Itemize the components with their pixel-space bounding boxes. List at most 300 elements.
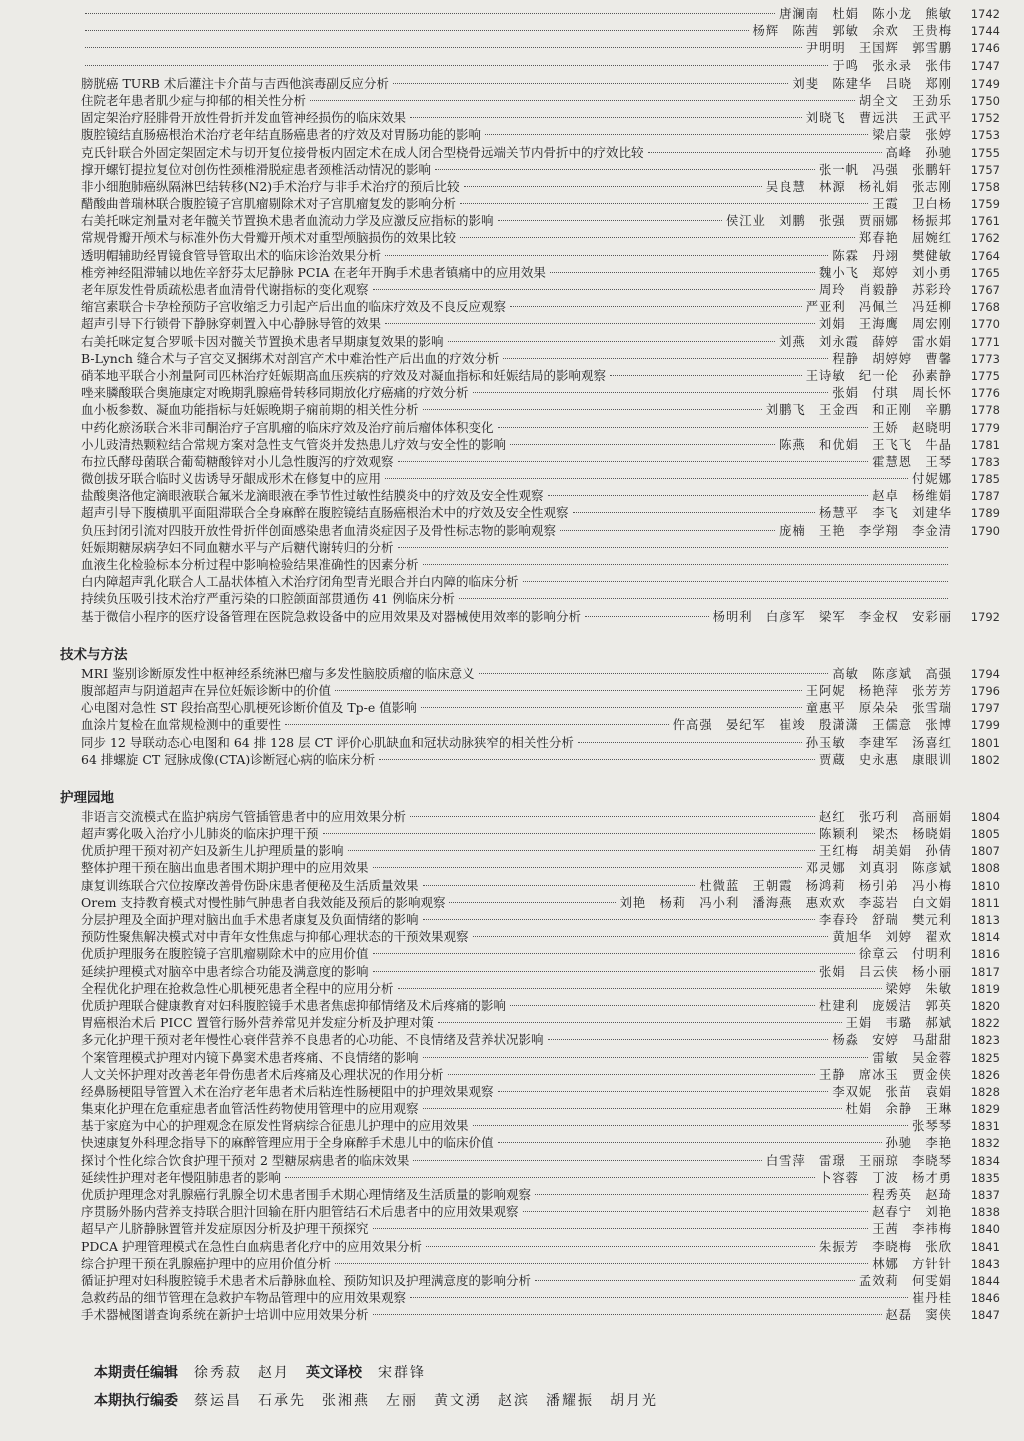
page-number: 1785: [970, 472, 1000, 487]
article-authors: 霍慧恩 王琴: [872, 454, 952, 469]
article-authors: 杜娟 余静 王琳: [845, 1102, 952, 1117]
article-title: 循证护理对妇科腹腔镜手术患者术后静脉血栓、预防知识及护理满意度的影响分析: [81, 1272, 532, 1288]
toc-entry[interactable]: [60, 539, 1000, 556]
exec-name: 潘耀振: [546, 1393, 594, 1409]
leader-dots: [510, 1005, 815, 1006]
leader-dots: [578, 742, 802, 743]
leader-dots: [398, 988, 882, 989]
article-title: 快速康复外科理念指导下的麻醉管理应用于全身麻醉手术患儿中的临床价值: [81, 1135, 494, 1151]
toc-entry[interactable]: [60, 1066, 1000, 1083]
toc-entry[interactable]: [60, 734, 1000, 751]
article-title: 右美托咪定复合罗哌卡因对髋关节置换术患者早期康复效果的影响: [81, 333, 444, 349]
leader-dots: [421, 707, 802, 708]
page-number: 1807: [970, 844, 1000, 859]
page-number: 1826: [970, 1067, 1000, 1082]
section-heading: 技术与方法: [60, 646, 128, 663]
leader-dots: [498, 1091, 829, 1092]
page-number: 1792: [970, 609, 1000, 624]
toc-entry[interactable]: [60, 315, 1000, 332]
article-authors: 胡全文 王劲乐: [858, 93, 952, 108]
article-authors: 朱振芳 李晓梅 张欣: [819, 1239, 952, 1254]
toc-entry[interactable]: [60, 573, 1000, 590]
article-title: 透明帽辅助经胃镜食管导管取出术的临床诊治效果分析: [81, 247, 382, 263]
toc-entry[interactable]: [60, 212, 1000, 229]
page-number: 1813: [970, 913, 1000, 927]
section-gap: [60, 625, 1000, 639]
page-number: 1834: [970, 1153, 1000, 1168]
leader-dots: [460, 203, 868, 204]
page-number: 1835: [970, 1170, 1000, 1185]
toc-entry[interactable]: [60, 1169, 1000, 1186]
leader-dots: [385, 255, 828, 256]
page-number: 1764: [970, 248, 1000, 263]
page-number: 1819: [970, 981, 1000, 996]
proof-label: 英文译校: [306, 1365, 362, 1381]
article-title: 延续护理模式对脑卒中患者综合功能及满意度的影响: [81, 963, 369, 979]
article-authors: 王阿妮 杨艳萍 张芳芳: [805, 683, 952, 698]
toc-entry[interactable]: [60, 92, 1000, 109]
page-number: 1776: [970, 386, 1000, 401]
toc-entry[interactable]: [60, 928, 1000, 945]
article-authors: 王娇 赵晓明: [872, 420, 952, 435]
article-authors: 付妮娜: [912, 472, 952, 487]
toc-entry[interactable]: [60, 487, 1000, 504]
exec-name: 赵滨: [498, 1393, 530, 1409]
page-number: 1753: [970, 128, 1000, 143]
page-number: 1822: [970, 1016, 1000, 1031]
toc-entry[interactable]: [60, 1289, 1000, 1306]
article-title: 人文关怀护理对改善老年骨伤患者术后疼痛及心理状况的作用分析: [81, 1066, 444, 1082]
article-title: 基于微信小程序的医疗设备管理在医院急救设备中的应用效果及对器械使用效率的影响分析: [81, 608, 582, 624]
toc-entry[interactable]: [60, 590, 1000, 607]
leader-dots: [548, 1039, 829, 1040]
article-title: 多元化护理干预对老年慢性心衰伴营养不良患者的心功能、不良情绪及营养状况影响: [81, 1032, 544, 1048]
toc-entry[interactable]: [60, 109, 1000, 126]
article-authors: 刘燕 刘永霞 薛婷 雷水娟: [779, 334, 952, 349]
leader-dots: [498, 427, 869, 428]
page-number: 1781: [970, 437, 1000, 452]
page-number: 1773: [970, 351, 1000, 366]
section-gap: [60, 768, 1000, 782]
article-authors: 于鸣 张永录 张伟: [832, 58, 952, 73]
page-number: 1817: [970, 964, 1000, 979]
page-number: 1844: [970, 1273, 1000, 1288]
page-number: 1831: [970, 1119, 1000, 1134]
article-title: MRI 鉴别诊断原发性中枢神经系统淋巴瘤与多发性脑胶质瘤的临床意义: [81, 665, 475, 681]
exec-name: 蔡运昌: [194, 1393, 242, 1409]
toc-entry[interactable]: [60, 6, 1000, 23]
page-number: 1755: [970, 145, 1000, 160]
leader-dots: [498, 220, 722, 221]
article-authors: 张娟 付琪 周长怀: [832, 386, 952, 401]
toc-entry[interactable]: [60, 58, 1000, 75]
page-number: 1823: [970, 1033, 1000, 1048]
page-number: 1847: [970, 1308, 1000, 1323]
leader-dots: [464, 186, 762, 187]
leader-dots: [379, 759, 815, 760]
leader-dots: [523, 1211, 869, 1212]
toc-entry[interactable]: [60, 23, 1000, 40]
leader-dots: [85, 47, 802, 48]
toc-entry[interactable]: [60, 1152, 1000, 1169]
leader-dots: [310, 100, 855, 101]
article-title: 妊娠期糖尿病孕妇不同血糖水平与产后糖代谢转归的分析: [81, 539, 394, 555]
leader-dots: [423, 1108, 842, 1109]
toc-entry[interactable]: [60, 608, 1000, 625]
page-number: 1750: [970, 93, 1000, 108]
leader-dots: [373, 289, 816, 290]
toc-entry[interactable]: [60, 350, 1000, 367]
page-number: 1825: [970, 1050, 1000, 1065]
toc-entry[interactable]: [60, 333, 1000, 350]
article-title: 预防性聚焦解决模式对中青年女性焦虑与抑郁心理状态的干预效果观察: [81, 929, 469, 945]
toc-entry[interactable]: [60, 1100, 1000, 1117]
page-number: 1757: [970, 162, 1000, 177]
toc-entry[interactable]: [60, 877, 1000, 894]
article-title: 经鼻肠梗阻导管置入术在治疗老年患者术后粘连性肠梗阻中的护理效果观察: [81, 1083, 494, 1099]
toc-entry[interactable]: [60, 161, 1000, 178]
toc-entry[interactable]: [60, 1220, 1000, 1237]
article-title: 序贯肠外肠内营养支持联合胆汁回输在肝内胆管结石术后患者中的应用效果观察: [81, 1204, 519, 1220]
page-number: 1810: [970, 878, 1000, 893]
page-number: 1761: [970, 214, 1000, 229]
toc-entry[interactable]: [60, 229, 1000, 246]
article-title: 分层护理及全面护理对脑出血手术患者康复及负面情绪的影响: [81, 912, 419, 927]
article-authors: 卜容蓉 丁波 杨才勇: [819, 1170, 952, 1185]
article-title: 腹部超声与阴道超声在异位妊娠诊断中的价值: [81, 682, 332, 698]
article-authors: 陈颖利 梁杰 杨晓娟: [819, 827, 952, 842]
toc-entry[interactable]: [60, 1272, 1000, 1289]
leader-dots: [410, 117, 802, 118]
article-title: 同步 12 导联动态心电图和 64 排 128 层 CT 评价心肌缺血和冠状动脉狭窄的相关性分析: [81, 734, 574, 750]
leader-dots: [449, 902, 615, 903]
article-authors: 侯江业 刘鹏 张强 贾丽娜 杨振邦: [725, 214, 952, 229]
article-title: 右美托咪定剂量对老年髋关节置换术患者血流动力学及应激反应指标的影响: [81, 213, 494, 229]
article-authors: 童惠平 原朵朵 张雪瑞: [805, 701, 952, 716]
article-authors: 严亚利 冯佩兰 冯廷柳: [805, 300, 952, 315]
toc-entry[interactable]: [60, 1203, 1000, 1220]
table-of-contents: [60, 6, 1000, 1324]
page-number: 1752: [970, 111, 1000, 126]
page-number: 1778: [970, 403, 1000, 418]
leader-dots: [426, 1246, 815, 1247]
editor-row: [94, 1359, 954, 1387]
article-title: 综合护理干预在乳腺癌护理中的应用价值分析: [81, 1255, 332, 1271]
article-authors: 邓灵娜 刘真羽 陈彦斌: [805, 861, 952, 876]
toc-entry[interactable]: [60, 1238, 1000, 1255]
leader-dots: [473, 392, 829, 393]
page-number: 1832: [970, 1136, 1000, 1151]
page-number: 1779: [970, 420, 1000, 435]
toc-entry[interactable]: [60, 298, 1000, 315]
leader-dots: [398, 547, 948, 548]
toc-entry[interactable]: [60, 178, 1000, 195]
leader-dots: [85, 30, 749, 31]
article-authors: 高敏 陈彦斌 高强: [832, 666, 952, 681]
toc-entry[interactable]: [60, 522, 1000, 539]
leader-dots: [479, 673, 829, 674]
toc-entry[interactable]: [60, 751, 1000, 768]
leader-dots: [423, 564, 948, 565]
toc-entry[interactable]: [60, 401, 1000, 418]
toc-entry[interactable]: [60, 911, 1000, 928]
toc-entry[interactable]: [60, 75, 1000, 92]
article-authors: 王静 席冰玉 贾金侠: [819, 1067, 952, 1082]
leader-dots: [373, 867, 802, 868]
article-authors: 魏小飞 郑婷 刘小勇: [819, 265, 952, 280]
editorial-staff: [94, 1359, 954, 1415]
toc-entry[interactable]: [60, 842, 1000, 859]
exec-label: 本期执行编委: [94, 1393, 178, 1409]
article-title: 优质护理服务在腹腔镜子宫肌瘤剔除术中的应用价值: [81, 946, 369, 962]
article-authors: 赵红 张巧利 高丽娟: [819, 809, 952, 824]
leader-dots: [459, 598, 948, 599]
toc-entry[interactable]: [60, 556, 1000, 573]
toc-entry[interactable]: [60, 367, 1000, 384]
article-authors: 王娟 韦璐 郝斌: [845, 1016, 952, 1031]
page-number: 1742: [970, 7, 1000, 21]
article-authors: 梁婷 朱敏: [885, 981, 952, 996]
article-title: B-Lynch 缝合术与子宫交叉捆绑术对剖宫产术中难治性产后出血的疗效分析: [81, 350, 500, 366]
leader-dots: [485, 134, 868, 135]
article-authors: 杨明利 白彦军 梁军 李金权 安彩丽: [712, 609, 952, 624]
toc-entry[interactable]: [60, 716, 1000, 733]
toc-entry[interactable]: [60, 504, 1000, 521]
page-number: 1789: [970, 506, 1000, 521]
article-authors: 吴良慧 林源 杨礼娟 张志刚: [765, 179, 952, 194]
page-number: 1840: [970, 1222, 1000, 1237]
toc-entry[interactable]: [60, 40, 1000, 57]
article-title: 微创拔牙联合临时义齿诱导牙龈成形术在修复中的应用: [81, 471, 382, 487]
editor-names: 徐秀菽 赵月: [194, 1365, 290, 1381]
article-authors: 赵春宁 刘艳: [872, 1205, 952, 1220]
article-title: 超早产儿脐静脉置管并发症原因分析及护理干预探究: [81, 1221, 369, 1237]
article-authors: 林娜 方针针: [872, 1256, 952, 1271]
page-number: 1747: [970, 58, 1000, 73]
toc-entry[interactable]: [60, 247, 1000, 264]
leader-dots: [373, 971, 816, 972]
toc-entry[interactable]: [60, 997, 1000, 1014]
page-number: 1820: [970, 998, 1000, 1013]
leader-dots: [285, 724, 669, 725]
toc-entry[interactable]: [60, 1117, 1000, 1134]
toc-entry[interactable]: [60, 894, 1000, 911]
page-number: 1816: [970, 947, 1000, 962]
article-title: 血小板参数、凝血功能指标与妊娠晚期子痫前期的相关性分析: [81, 402, 419, 418]
leader-dots: [423, 409, 762, 410]
editor-label: 本期责任编辑: [94, 1365, 178, 1381]
toc-entry[interactable]: [60, 1049, 1000, 1066]
page-number: 1799: [970, 718, 1000, 733]
article-authors: 庞楠 王艳 李学翔 李金清: [779, 523, 952, 538]
article-authors: 尹明明 王国辉 郭雪鹏: [805, 41, 952, 56]
article-authors: 张一帆 冯强 张鹏轩: [819, 162, 952, 177]
exec-row: [94, 1387, 954, 1415]
toc-entry[interactable]: [60, 1083, 1000, 1100]
leader-dots: [460, 237, 855, 238]
article-authors: 唐澜南 杜娟 陈小龙 熊敏: [779, 7, 952, 21]
article-authors: 周玲 肖毅静 苏彩玲: [819, 283, 952, 297]
article-title: 白内障超声乳化联合人工晶状体植入术治疗闭角型青光眼合并白内障的临床分析: [81, 574, 519, 590]
exec-name: 左丽: [386, 1393, 418, 1409]
toc-entry[interactable]: [60, 963, 1000, 980]
article-authors: 仵高强 晏纪军 崔竣 殷潇潇 王儒意 张博: [672, 718, 952, 733]
leader-dots: [438, 1022, 842, 1023]
page-number: 1759: [970, 197, 1000, 212]
exec-name: 张湘燕: [322, 1393, 370, 1409]
article-authors: 孙驰 李艳: [885, 1136, 952, 1151]
leader-dots: [348, 850, 816, 851]
toc-entry[interactable]: [60, 453, 1000, 470]
toc-entry[interactable]: [60, 980, 1000, 997]
article-authors: 黄旭华 刘婷 翟欢: [832, 930, 952, 945]
article-title: 小儿豉清热颗粒结合常规方案对急性支气管炎并发热患儿疗效与安全性的影响: [81, 436, 507, 452]
leader-dots: [285, 1177, 815, 1178]
article-title: 住院老年患者肌少症与抑郁的相关性分析: [81, 92, 307, 108]
article-title: 64 排螺旋 CT 冠脉成像(CTA)诊断冠心病的临床分析: [81, 751, 376, 767]
toc-entry[interactable]: [60, 825, 1000, 842]
toc-entry[interactable]: [60, 281, 1000, 298]
leader-dots: [373, 1314, 882, 1315]
leader-dots: [413, 1160, 761, 1161]
page-number: 1828: [970, 1084, 1000, 1099]
toc-entry[interactable]: [60, 1255, 1000, 1272]
article-authors: 刘娟 王海鹰 周宏刚: [819, 317, 952, 332]
toc-entry[interactable]: [60, 1306, 1000, 1323]
toc-entry[interactable]: [60, 1134, 1000, 1151]
page-number: 1746: [970, 41, 1000, 56]
article-authors: 张娟 吕云侠 杨小丽: [819, 964, 952, 979]
page-number: 1770: [970, 317, 1000, 332]
article-title: 非语言交流模式在监护病房气管插管患者中的应用效果分析: [81, 808, 407, 824]
toc-entry[interactable]: [60, 436, 1000, 453]
article-title: 个案管理模式护理对内镜下鼻窦术患者疼痛、不良情绪的影响: [81, 1049, 419, 1065]
toc-entry[interactable]: [60, 1031, 1000, 1048]
page-number: 1804: [970, 809, 1000, 824]
leader-dots: [85, 65, 828, 66]
article-title: 醋酸曲普瑞林联合腹腔镜子宫肌瘤剔除术对子宫肌瘤复发的影响分析: [81, 196, 457, 212]
toc-entry[interactable]: [60, 144, 1000, 161]
page-number: 1846: [970, 1291, 1000, 1306]
leader-dots: [510, 444, 775, 445]
leader-dots: [335, 1263, 868, 1264]
leader-dots: [510, 306, 802, 307]
article-authors: 陈燕 和优娟 王飞飞 牛晶: [779, 437, 952, 452]
section-heading: 护理园地: [60, 789, 114, 806]
article-authors: 雷敏 吴金蓉: [872, 1050, 952, 1065]
article-title: 探讨个性化综合饮食护理干预对 2 型糖尿病患者的临床效果: [81, 1152, 410, 1168]
article-title: 基于家庭为中心的护理观念在原发性肾病综合征患儿护理中的应用效果: [81, 1118, 469, 1134]
article-authors: 崔丹桂: [912, 1291, 952, 1306]
article-title: 负压封闭引流对四肢开放性骨折伴创面感染患者血清炎症因子及骨性标志物的影响观察: [81, 522, 557, 538]
article-title: 延续性护理对老年慢阻肺患者的影响: [81, 1169, 282, 1185]
page-number: 1744: [970, 24, 1000, 39]
toc-entry[interactable]: [60, 1186, 1000, 1203]
leader-dots: [473, 936, 829, 937]
article-title: 康复训练联合穴位按摩改善骨伤卧床患者便秘及生活质量效果: [81, 877, 419, 893]
article-title: 全程优化护理在抢救急性心肌梗死患者全程中的应用分析: [81, 980, 394, 996]
page-number: 1801: [970, 735, 1000, 750]
leader-dots: [548, 495, 869, 496]
article-title: 急救药品的细节管理在急救护车物品管理中的应用效果观察: [81, 1290, 407, 1306]
toc-entry[interactable]: [60, 945, 1000, 962]
page-number: 1749: [970, 76, 1000, 91]
leader-dots: [385, 323, 815, 324]
leader-dots: [323, 833, 816, 834]
article-authors: 刘晓飞 曹远洪 王武平: [805, 111, 952, 126]
toc-entry[interactable]: [60, 1014, 1000, 1031]
article-authors: 张琴琴: [912, 1119, 952, 1134]
article-authors: 王诗敏 纪一伦 孙素静: [805, 368, 952, 383]
leader-dots: [503, 358, 828, 359]
toc-entry[interactable]: [60, 384, 1000, 401]
exec-name: 石承先: [258, 1393, 306, 1409]
toc-entry[interactable]: [60, 682, 1000, 699]
toc-entry[interactable]: [60, 264, 1000, 281]
article-authors: 李双妮 张苗 袁娟: [832, 1084, 952, 1099]
article-authors: 孙玉敏 李建军 汤喜红: [805, 735, 952, 750]
leader-dots: [648, 152, 882, 153]
article-title: 血液生化检验标本分析过程中影响检验结果准确性的因素分析: [81, 557, 419, 572]
toc-entry[interactable]: [60, 808, 1000, 825]
article-authors: 王红梅 胡美娟 孙倩: [819, 844, 952, 859]
article-title: 整体护理干预在脑出血患者围术期护理中的应用效果: [81, 860, 369, 876]
toc-entry[interactable]: [60, 859, 1000, 876]
toc-entry[interactable]: [60, 470, 1000, 487]
article-title: 心电图对急性 ST 段抬高型心肌梗死诊断价值及 Tp-e 值影响: [81, 700, 417, 716]
leader-dots: [523, 581, 948, 582]
article-authors: 杨辉 陈茜 郭敏 余欢 王贵梅: [752, 24, 952, 39]
article-title: 手术器械图谱查询系统在新护士培训中应用效果分析: [81, 1307, 369, 1323]
article-title: 老年原发性骨质疏松患者血清骨代谢指标的变化观察: [81, 282, 369, 297]
page-number: 1811: [970, 895, 1000, 910]
article-title: 硝苯地平联合小剂量阿司匹林治疗妊娠期高血压疾病的疗效及对凝血指标和妊娠结局的影响观察: [81, 367, 607, 383]
page-number: 1783: [970, 454, 1000, 469]
page-number: 1837: [970, 1188, 1000, 1202]
article-title: 超声引导下行锁骨下静脉穿刺置入中心静脉导管的效果: [81, 316, 382, 332]
leader-dots: [373, 1228, 869, 1229]
leader-dots: [585, 616, 709, 617]
article-authors: 王茜 李祎梅: [872, 1222, 952, 1237]
toc-entry[interactable]: [60, 195, 1000, 212]
article-title: 膀胱癌 TURB 术后灌注卡介苗与吉西他滨毒副反应分析: [81, 75, 389, 91]
article-title: 优质护理干预对初产妇及新生儿护理质量的影响: [81, 843, 344, 859]
leader-dots: [435, 169, 815, 170]
page-number: 1775: [970, 368, 1000, 383]
proof-name: 宋群锋: [378, 1365, 426, 1381]
toc-entry[interactable]: [60, 126, 1000, 143]
leader-dots: [385, 478, 908, 479]
article-title: 常规骨瓣开颅术与标准外伤大骨瓣开颅术对重型颅脑损伤的效果比较: [81, 230, 457, 246]
article-authors: 刘艳 杨莉 冯小利 潘海燕 惠欢欢 李蕊岩 白文娟: [619, 895, 952, 910]
article-authors: 李春玲 舒瑞 樊元利: [819, 913, 952, 927]
leader-dots: [398, 461, 869, 462]
toc-entry[interactable]: [60, 419, 1000, 436]
page-number: 1796: [970, 683, 1000, 698]
article-authors: 贾蔵 史永惠 康眼训: [819, 752, 952, 767]
page-number: 1787: [970, 489, 1000, 504]
toc-entry[interactable]: [60, 665, 1000, 682]
toc-entry[interactable]: [60, 699, 1000, 716]
page-number: 1758: [970, 179, 1000, 194]
article-authors: 杨淼 安婷 马甜甜: [832, 1033, 952, 1048]
article-authors: 梁启蒙 张婷: [872, 128, 952, 143]
article-title: 撑开螺钉提拉复位对创伤性颈椎滑脱症患者颈椎活动情况的影响: [81, 161, 432, 177]
leader-dots: [423, 1057, 869, 1058]
article-title: 腹腔镜结直肠癌根治术治疗老年结直肠癌患者的疗效及对胃肠功能的影响: [81, 127, 482, 143]
article-title: 优质护理理念对乳腺癌行乳腺全切术患者围手术期心理情绪及生活质量的影响观察: [81, 1187, 532, 1202]
article-title: 超声引导下腹横肌平面阻滞联合全身麻醉在腹腔镜结直肠癌根治术中的疗效及安全性观察: [81, 505, 569, 521]
